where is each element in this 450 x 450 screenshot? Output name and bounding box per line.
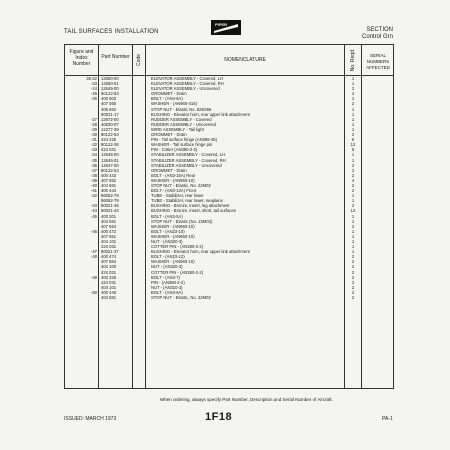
ordering-note: When ordering, always specify Part Number, Description and Serial Number of Aircraft. [160,397,333,402]
quantity-cell: 2 [351,172,355,178]
index-number-cell: -45 [90,213,97,219]
part-number-cell: 400 326 [101,274,117,280]
nomenclature-cell: WASHER - Tail surface hinge pin [151,142,213,148]
quantity-cell: 4 [351,177,355,183]
nomenclature-cell: STOP NUT - Elastic, No. 22M02 [151,182,211,188]
issued-date: ISSUED: MARCH 1973 [64,416,117,422]
parts-table [64,44,394,389]
page-title: TAIL SURFACES INSTALLATION [64,29,159,35]
part-number-cell: 12646-00 [101,152,119,158]
nomenclature-cell: WASHER - (AN960-10) [151,233,195,239]
piper-logo [211,20,241,35]
nomenclature-cell: ELEVATOR ASSEMBLY - Uncovered [151,86,220,92]
nomenclature-cell: GROMMET - Drain [151,91,187,97]
quantity-cell: 2 [351,289,355,295]
nomenclature-cell: RUDDER ASSEMBLY - Uncovered [151,121,217,127]
part-number-cell: 80122-53 [101,91,119,97]
quantity-cell: 2 [351,259,355,265]
nomenclature-cell: BOLT - (AN4-6A) [151,96,183,102]
quantity-cell: 4 [351,91,355,97]
index-number-cell: -50 [90,289,97,295]
part-number-cell: 424 031 [101,147,117,153]
part-number-cell: 400 474 [101,254,117,260]
quantity-cell: 2 [351,274,355,280]
part-number-cell: 407 564 [101,259,117,265]
quantity-cell: 12 [350,208,356,214]
col-part-number: Part Number [101,54,130,60]
quantity-cell: 1 [351,157,355,163]
index-number-cell: -44 [90,208,97,214]
part-number-cell: 407 565 [101,101,117,107]
quantity-cell: 2 [351,203,355,209]
quantity-cell: 6 [351,147,355,153]
quantity-cell: 1 [351,244,355,250]
part-number-cell: 400 444 [101,188,117,194]
logo-text: PIPER [215,22,228,27]
part-number-cell: 80021-46 [101,203,119,209]
quantity-cell: 12 [350,142,356,148]
quantity-cell: 2 [351,86,355,92]
table-body [65,76,395,300]
nomenclature-cell: ELEVATOR ASSEMBLY - Covered, RH [151,81,224,87]
part-number-cell: 12672-00 [101,116,119,122]
quantity-cell: 1 [351,239,355,244]
part-number-cell: 12649-00 [101,86,119,92]
index-number-cell: -46 [90,228,97,234]
col-nomenclature: NOMENCLATURE [224,57,266,63]
quantity-cell: 1 [351,116,355,122]
nomenclature-cell: STABILIZER ASSEMBLY - Covered, LH [151,152,226,158]
part-number-cell: 80021-43 [101,208,119,214]
part-number-cell: 424 225 [101,137,117,143]
index-number-cell: -38 [90,172,97,178]
part-number-cell: 80122-53 [101,132,119,138]
quantity-cell: 2 [351,284,355,290]
quantity-cell: 2 [351,264,355,270]
nomenclature-cell: STABILIZER ASSEMBLY - Covered, RH [151,157,226,163]
table-row [65,295,395,300]
quantity-cell: 2 [351,269,355,275]
nomenclature-cell: BOLT - (AN3-7) [151,274,180,280]
quantity-cell: 1 [351,126,355,132]
part-number-cell: 404 101 [101,239,117,244]
part-number-cell: 406 662 [101,106,117,112]
quantity-cell: 2 [351,132,355,138]
part-number-cell: 400 803 [101,96,117,102]
index-number-cell: -48 [90,254,97,260]
nomenclature-cell: WASHER - (AN960-10) [151,259,195,265]
col-code: Code [136,54,142,66]
nomenclature-cell: PIN - Tail surface hinge (AN396-35) [151,137,218,143]
nomenclature-cell: STOP NUT - Elastic (No. 22M02) [151,218,213,224]
quantity-cell: 2 [351,295,355,301]
nomenclature-cell: GROMMET - Drain [151,167,187,173]
index-number-cell: -23 [90,81,97,87]
quantity-cell: 1 [351,111,355,117]
part-number-cell: 407 564 [101,223,117,229]
nomenclature-cell: BUSHING - Elevator horn, rear upper link attachment [151,111,250,117]
fiche-number: 1F18 [205,411,233,423]
index-number-cell: -26 [90,96,97,102]
quantity-cell: 1 [351,76,355,81]
part-number-cell: 80122-53 [101,167,119,173]
part-number-cell: 404 681 [101,295,117,301]
part-number-cell: 424 031 [101,269,117,275]
index-number-cell: 36-22 [86,76,97,81]
nomenclature-cell: GROMMET - Drain [151,132,187,138]
quantity-cell: 2 [351,167,355,173]
quantity-cell: 2 [351,188,355,194]
quantity-cell: 1 [351,193,355,199]
quantity-cell: 2 [351,162,355,168]
nomenclature-cell: BOLT - (AN3-13A) Front [151,188,196,194]
index-number-cell: -32 [90,142,97,148]
index-number-cell: -40 [90,182,97,188]
nomenclature-cell: STABILIZER ASSEMBLY - Uncovered [151,162,222,168]
index-number-cell: -27 [90,116,97,122]
nomenclature-cell: PIN - (AN380-2-2) [151,279,185,285]
part-number-cell: 400 443 [101,172,117,178]
part-number-cell: 86062-79 [101,193,119,199]
nomenclature-cell: COTTER PIN - (AN380-2-2) [151,244,204,250]
quantity-cell: 2 [351,182,355,188]
nomenclature-cell: STOP NUT - Elastic, No. 22M02 [151,295,211,301]
nomenclature-cell: NUT - (AN320-3) [151,264,183,270]
page-number: PA-1 [382,416,393,422]
quantity-cell: 1 [351,121,355,127]
quantity-cell: 2 [351,279,355,285]
nomenclature-cell: BUSHING - Bronze, insert, short, tail surfaces [151,208,236,214]
section-subheading: Control Grn [362,34,394,40]
col-serial-numbers: SERIAL NUMBERS AFFECTED [366,53,390,70]
part-number-cell: 404 101 [101,284,117,290]
part-number-cell: 404 681 [101,182,117,188]
part-number-cell: 80122-36 [101,142,119,148]
index-number-cell: -36 [90,162,97,168]
nomenclature-cell: WIRE ASSEMBLY - Tail light [151,126,204,132]
quantity-cell: 1 [351,228,355,234]
nomenclature-cell: BUSHING - Elevator horn, rear upper link attachment [151,249,250,255]
nomenclature-cell: TUBE - Stabilizer, rear lower, seaplane [151,198,223,204]
nomenclature-cell: BOLT - (AN3-5A) [151,213,183,219]
quantity-cell: 1 [351,106,355,112]
nomenclature-cell: STOP NUT - Elastic No. 82E066 [151,106,212,112]
nomenclature-cell: NUT - (AN320-3) [151,239,183,244]
index-number-cell: -28 [90,121,97,127]
nomenclature-cell: WASHER - (AN960-10) [151,223,195,229]
quantity-cell: 1 [351,152,355,158]
quantity-cell: 1 [351,81,355,87]
part-number-cell: 424 031 [101,279,117,285]
index-number-cell: -25 [90,91,97,97]
part-number-cell: 404 681 [101,218,117,224]
part-number-cell: 407 562 [101,177,117,183]
index-number-cell: -29 [90,126,97,132]
index-number-cell: -33 [90,147,97,153]
nomenclature-cell: BOLT - (AN3-15A) Rear [151,172,196,178]
quantity-cell: 1 [351,213,355,219]
index-number-cell: -31 [90,137,97,143]
part-number-cell: 424 031 [101,244,117,250]
quantity-cell: 2 [351,223,355,229]
quantity-cell: 1 [351,233,355,239]
part-number-cell: 80021-17 [101,111,119,117]
quantity-cell: 1 [351,198,355,204]
index-number-cell: -43 [90,203,97,209]
part-number-cell: 12647-00 [101,162,119,168]
section-heading: SECTION [366,27,394,33]
index-number-cell: -39 [90,177,97,183]
nomenclature-cell: BOLT - (AN23-10) [151,228,185,234]
nomenclature-cell: BOLT - (AN23-12) [151,254,185,260]
index-number-cell: -24 [90,86,97,92]
index-number-cell: -47 [90,249,97,255]
part-number-cell: 407 561 [101,233,117,239]
quantity-cell: 1 [351,96,355,102]
nomenclature-cell: BOLT - (AN3-6A) [151,289,183,295]
part-number-cell: 12650-01 [101,81,119,87]
index-number-cell: -30 [90,132,97,138]
quantity-cell: 6 [351,137,355,143]
part-number-cell: 12646-01 [101,157,119,163]
nomenclature-cell: COTTER PIN - (AN380-2-2) [151,269,204,275]
quantity-cell: 2 [351,101,355,107]
part-number-cell: 86062-79 [101,198,119,204]
part-number-cell: 80021-37 [101,249,119,255]
nomenclature-cell: BUSHING - Bronze, insert, leg attachment [151,203,230,209]
part-number-cell: 400 440 [101,289,117,295]
index-number-cell: -41 [90,188,97,194]
index-number-cell: -42 [90,193,97,199]
col-figure-index: Figure and Index Number [69,49,94,67]
nomenclature-cell: WASHER - (AN960-10) [151,177,195,183]
part-number-cell: 404 100 [101,264,117,270]
nomenclature-cell: WASHER - (AN960-416) [151,101,197,107]
part-number-cell: 400 201 [101,213,117,219]
part-number-cell: 400 472 [101,228,117,234]
nomenclature-cell: PIN - Cotter (AN380-2-2) [151,147,198,153]
quantity-cell: 1 [351,218,355,224]
nomenclature-cell: TUBE - Stabilizer, rear lower [151,193,204,199]
quantity-cell: 1 [351,249,355,255]
index-number-cell: -35 [90,157,97,163]
quantity-cell: 2 [351,254,355,260]
nomenclature-cell: RUDDER ASSEMBLY - Covered [151,116,212,122]
index-number-cell: -37 [90,167,97,173]
col-qty: No. Reqd. [350,48,356,72]
index-number-cell: -34 [90,152,97,158]
index-number-cell: -49 [90,274,97,280]
nomenclature-cell: NUT - (AN310-3) [151,284,183,290]
part-number-cell: 40630-07 [101,121,119,127]
section-label [362,27,393,41]
part-number-cell: 12650-00 [101,76,119,81]
part-number-cell: 12377-39 [101,126,119,132]
nomenclature-cell: ELEVATOR ASSEMBLY - Covered, LH [151,76,223,81]
